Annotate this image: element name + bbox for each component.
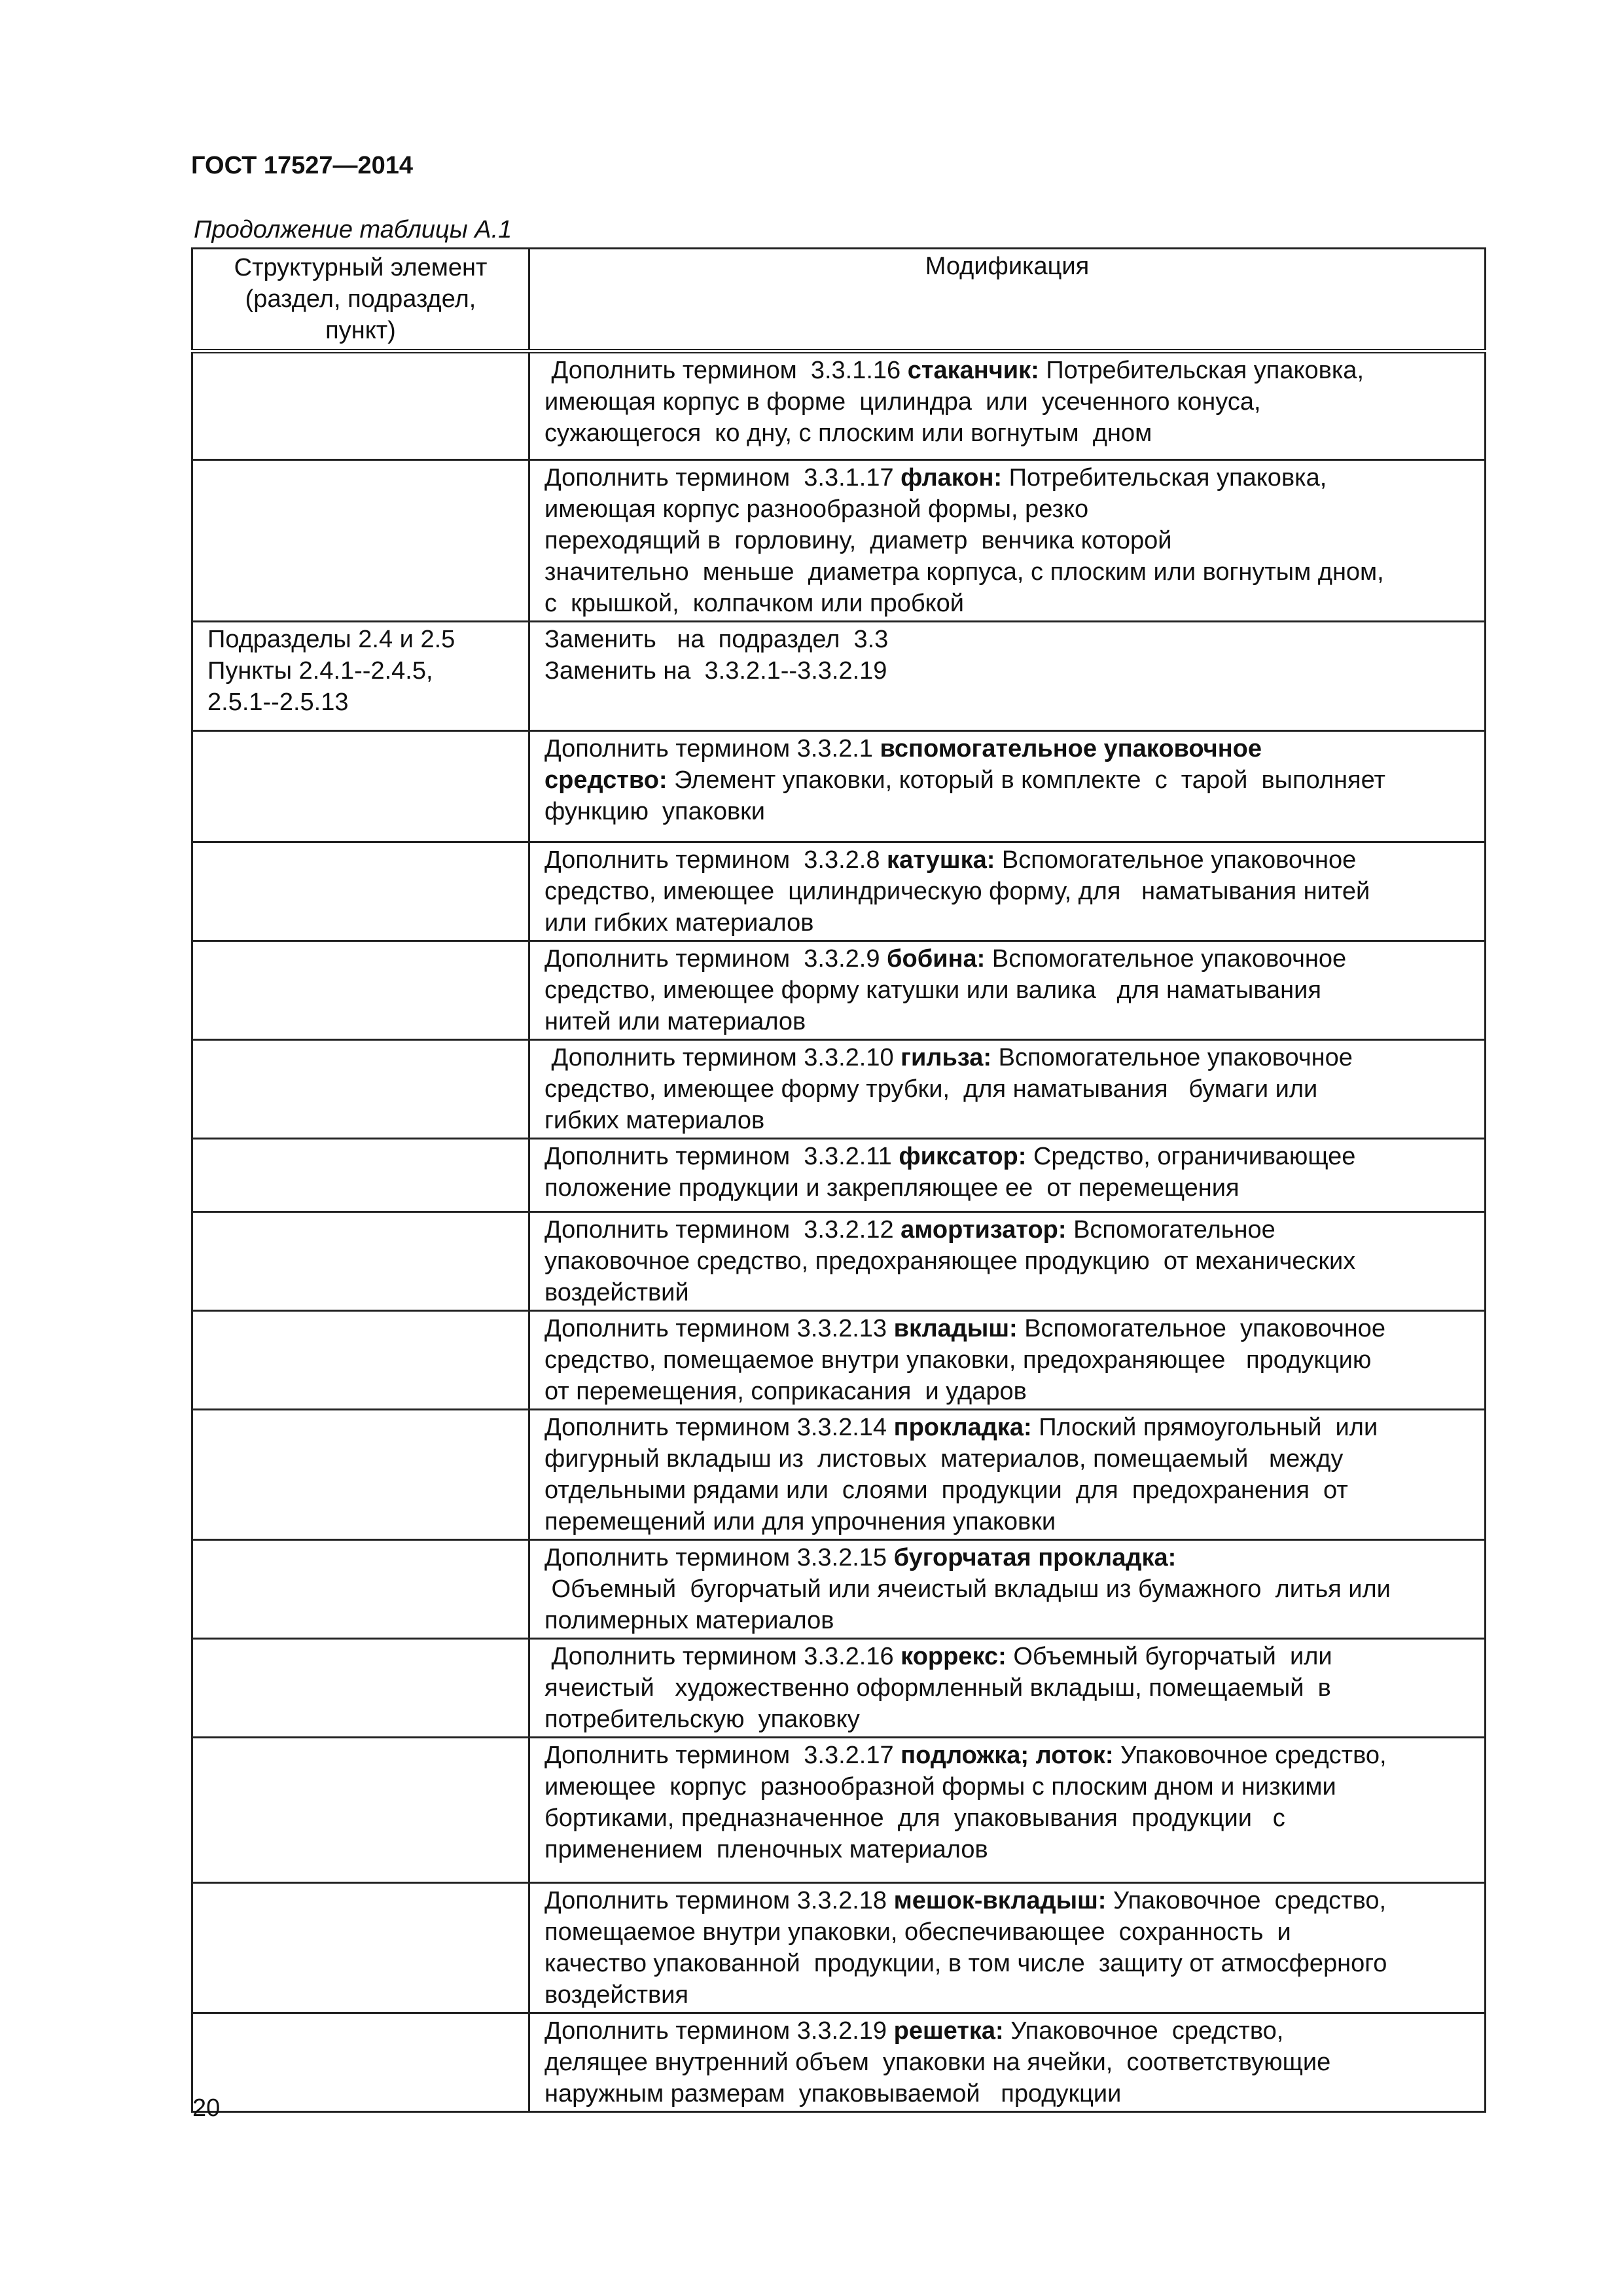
defined-term: катушка: xyxy=(887,846,995,874)
defined-term: фиксатор: xyxy=(899,1143,1027,1170)
table-row xyxy=(192,2013,1486,2112)
structural-element-cell xyxy=(192,460,529,622)
modification-cell xyxy=(529,460,1486,622)
structural-element-cell xyxy=(192,1040,529,1139)
modification-line: гибких материалов xyxy=(544,1107,765,1134)
modification-line: Дополнить термином 3.3.2.17 подложка; лоток: Упаковочное средство, xyxy=(544,1742,1387,1769)
modification-cell xyxy=(529,1738,1486,1883)
modification-line: наружным размерам упаковываемой продукции xyxy=(544,2080,1122,2108)
table-caption: Продолжение таблицы А.1 xyxy=(194,216,512,243)
modification-line: сужающегося ко дну, с плоским или вогнутым дном xyxy=(544,420,1152,447)
defined-term: стаканчик: xyxy=(907,357,1039,384)
structural-element-cell xyxy=(192,731,529,842)
defined-term: вкладыш: xyxy=(893,1315,1018,1342)
modification-line: или гибких материалов xyxy=(544,909,814,937)
modification-cell xyxy=(529,1139,1486,1212)
structural-element-cell xyxy=(192,941,529,1040)
table-row xyxy=(192,351,1486,460)
modification-cell xyxy=(529,1040,1486,1139)
modification-line: воздействия xyxy=(544,1981,688,2009)
defined-term: коррекс: xyxy=(901,1643,1007,1670)
structural-element-cell xyxy=(192,1311,529,1410)
modification-line: фигурный вкладыш из листовых материалов, помещаемый между xyxy=(544,1445,1344,1473)
modification-line: от перемещения, соприкасания и ударов xyxy=(544,1378,1027,1405)
table-row xyxy=(192,1540,1486,1639)
modification-cell xyxy=(529,622,1486,731)
modification-line: отдельными рядами или слоями продукции для предохранения от xyxy=(544,1477,1348,1504)
modification-cell xyxy=(529,351,1486,460)
defined-term: флакон: xyxy=(901,464,1003,492)
modification-line: нитей или материалов xyxy=(544,1008,806,1035)
table-row xyxy=(192,1410,1486,1540)
modification-line: делящее внутренний объем упаковки на ячейки, соответствующие xyxy=(544,2049,1331,2076)
modification-line: качество упакованной продукции, в том числе защиту от атмосферного xyxy=(544,1950,1387,1977)
modification-line: Дополнить термином 3.3.2.13 вкладыш: Вспомогательное упаковочное xyxy=(544,1315,1386,1342)
defined-term: гильза: xyxy=(901,1044,992,1071)
modification-line: имеющая корпус в форме цилиндра или усеченного конуса, xyxy=(544,388,1261,416)
table-row xyxy=(192,1311,1486,1410)
modification-line: помещаемое внутри упаковки, обеспечивающее сохранность и xyxy=(544,1918,1291,1946)
modification-line: переходящий в горловину, диаметр венчика которой xyxy=(544,527,1172,554)
modification-line: Дополнить термином 3.3.2.10 гильза: Вспомогательное упаковочное xyxy=(544,1044,1353,1071)
table-row xyxy=(192,622,1486,731)
table-row xyxy=(192,1639,1486,1738)
modification-line: перемещений или для упрочнения упаковки xyxy=(544,1508,1056,1535)
defined-term: мешок-вкладыш: xyxy=(893,1887,1107,1914)
modification-line: потребительскую упаковку xyxy=(544,1706,860,1733)
modification-line: средство, имеющее форму катушки или валика для наматывания xyxy=(544,977,1321,1004)
structural-element-cell xyxy=(192,1410,529,1540)
modification-line: Дополнить термином 3.3.2.1 вспомогательное упаковочное xyxy=(544,735,1262,762)
modification-cell xyxy=(529,941,1486,1040)
modification-line: Дополнить термином 3.3.2.19 решетка: Упаковочное средство, xyxy=(544,2017,1284,2045)
modification-line: Дополнить термином 3.3.2.8 катушка: Вспомогательное упаковочное xyxy=(544,846,1357,874)
modification-cell xyxy=(529,842,1486,941)
defined-term: бугорчатая прокладка: xyxy=(893,1544,1177,1571)
structural-element-cell xyxy=(192,351,529,460)
structural-element-cell xyxy=(192,1738,529,1883)
table-row xyxy=(192,1040,1486,1139)
modification-line: имеющее корпус разнообразной формы с плоским дном и низкими xyxy=(544,1773,1336,1801)
modification-line: средство, помещаемое внутри упаковки, предохраняющее продукцию xyxy=(544,1346,1372,1374)
table-row xyxy=(192,1139,1486,1212)
modification-line: ячеистый художественно оформленный вкладыш, помещаемый в xyxy=(544,1674,1331,1702)
modification-line: Дополнить термином 3.3.2.14 прокладка: Плоский прямоугольный или xyxy=(544,1414,1378,1441)
table-row xyxy=(192,941,1486,1040)
modification-line: Дополнить термином 3.3.2.15 бугорчатая прокладка: xyxy=(544,1544,1177,1571)
modification-line: средство, имеющее цилиндрическую форму, для наматывания нитей xyxy=(544,878,1370,905)
modification-line: воздействий xyxy=(544,1279,689,1306)
modification-line: Дополнить термином 3.3.1.16 стаканчик: Потребительская упаковка, xyxy=(544,357,1364,384)
defined-term: прокладка: xyxy=(893,1414,1032,1441)
structural-element-cell xyxy=(192,842,529,941)
defined-term: средство: xyxy=(544,766,668,794)
defined-term: вспомогательное упаковочное xyxy=(880,735,1262,762)
modification-line: применением пленочных материалов xyxy=(544,1836,988,1863)
modification-line: Дополнить термином 3.3.2.11 фиксатор: Средство, ограничивающее xyxy=(544,1143,1356,1170)
modification-cell xyxy=(529,1639,1486,1738)
modification-cell xyxy=(529,1540,1486,1639)
modification-line: Дополнить термином 3.3.2.18 мешок-вкладыш: Упаковочное средство, xyxy=(544,1887,1387,1914)
modification-line: Объемный бугорчатый или ячеистый вкладыш из бумажного литья или xyxy=(544,1575,1391,1603)
modification-line: бортиками, предназначенное для упаковывания продукции с xyxy=(544,1804,1285,1832)
table-row xyxy=(192,731,1486,842)
modification-cell xyxy=(529,1883,1486,2013)
defined-term: амортизатор: xyxy=(901,1216,1067,1244)
structural-element-cell xyxy=(192,1139,529,1212)
modification-line: Дополнить термином 3.3.1.17 флакон: Потребительская упаковка, xyxy=(544,464,1327,492)
modification-line: Дополнить термином 3.3.2.12 амортизатор: Вспомогательное xyxy=(544,1216,1275,1244)
structural-element-cell xyxy=(192,2013,529,2112)
modification-line: средство: Элемент упаковки, который в комплекте с тарой выполняет xyxy=(544,766,1385,794)
modification-cell xyxy=(529,2013,1486,2112)
structural-element-cell xyxy=(192,1212,529,1311)
page-number: 20 xyxy=(192,2094,221,2122)
defined-term: подложка; лоток: xyxy=(901,1742,1114,1769)
table-row xyxy=(192,1738,1486,1883)
defined-term: решетка: xyxy=(893,2017,1004,2045)
modification-line: Заменить на 3.3.2.1--3.3.2.19 xyxy=(544,657,887,685)
modification-cell xyxy=(529,1212,1486,1311)
modification-cell xyxy=(529,731,1486,842)
column-header-modification: Модификация xyxy=(529,249,1486,351)
modification-cell xyxy=(529,1311,1486,1410)
table-row xyxy=(192,842,1486,941)
modification-line: положение продукции и закрепляющее ее от перемещения xyxy=(544,1174,1240,1202)
table-row xyxy=(192,1883,1486,2013)
table-row xyxy=(192,460,1486,622)
modification-line: средство, имеющее форму трубки, для наматывания бумаги или xyxy=(544,1075,1318,1103)
modification-line: функцию упаковки xyxy=(544,798,765,825)
column-header-element: Структурный элемент (раздел, подраздел, пункт) xyxy=(192,249,529,351)
modifications-table xyxy=(191,247,1486,2113)
modification-line: упаковочное средство, предохраняющее продукцию от механических xyxy=(544,1247,1356,1275)
structural-element-cell xyxy=(192,1639,529,1738)
table-row xyxy=(192,1212,1486,1311)
modification-line: Заменить на подраздел 3.3 xyxy=(544,626,889,653)
modification-cell xyxy=(529,1410,1486,1540)
document-header: ГОСТ 17527—2014 xyxy=(191,152,414,179)
modification-line: значительно меньше диаметра корпуса, с плоским или вогнутым дном, xyxy=(544,558,1384,586)
defined-term: бобина: xyxy=(887,945,986,973)
table-header-row xyxy=(192,249,1486,351)
structural-element-cell xyxy=(192,1540,529,1639)
modification-line: Дополнить термином 3.3.2.16 коррекс: Объемный бугорчатый или xyxy=(544,1643,1332,1670)
modification-line: с крышкой, колпачком или пробкой xyxy=(544,590,965,617)
structural-element-cell: Подразделы 2.4 и 2.5 Пункты 2.4.1--2.4.5, 2.5.1--2.5.13 xyxy=(192,622,529,731)
structural-element-cell xyxy=(192,1883,529,2013)
modification-line: полимерных материалов xyxy=(544,1607,834,1634)
modification-line: Дополнить термином 3.3.2.9 бобина: Вспомогательное упаковочное xyxy=(544,945,1347,973)
modification-line: имеющая корпус разнообразной формы, резко xyxy=(544,495,1089,523)
